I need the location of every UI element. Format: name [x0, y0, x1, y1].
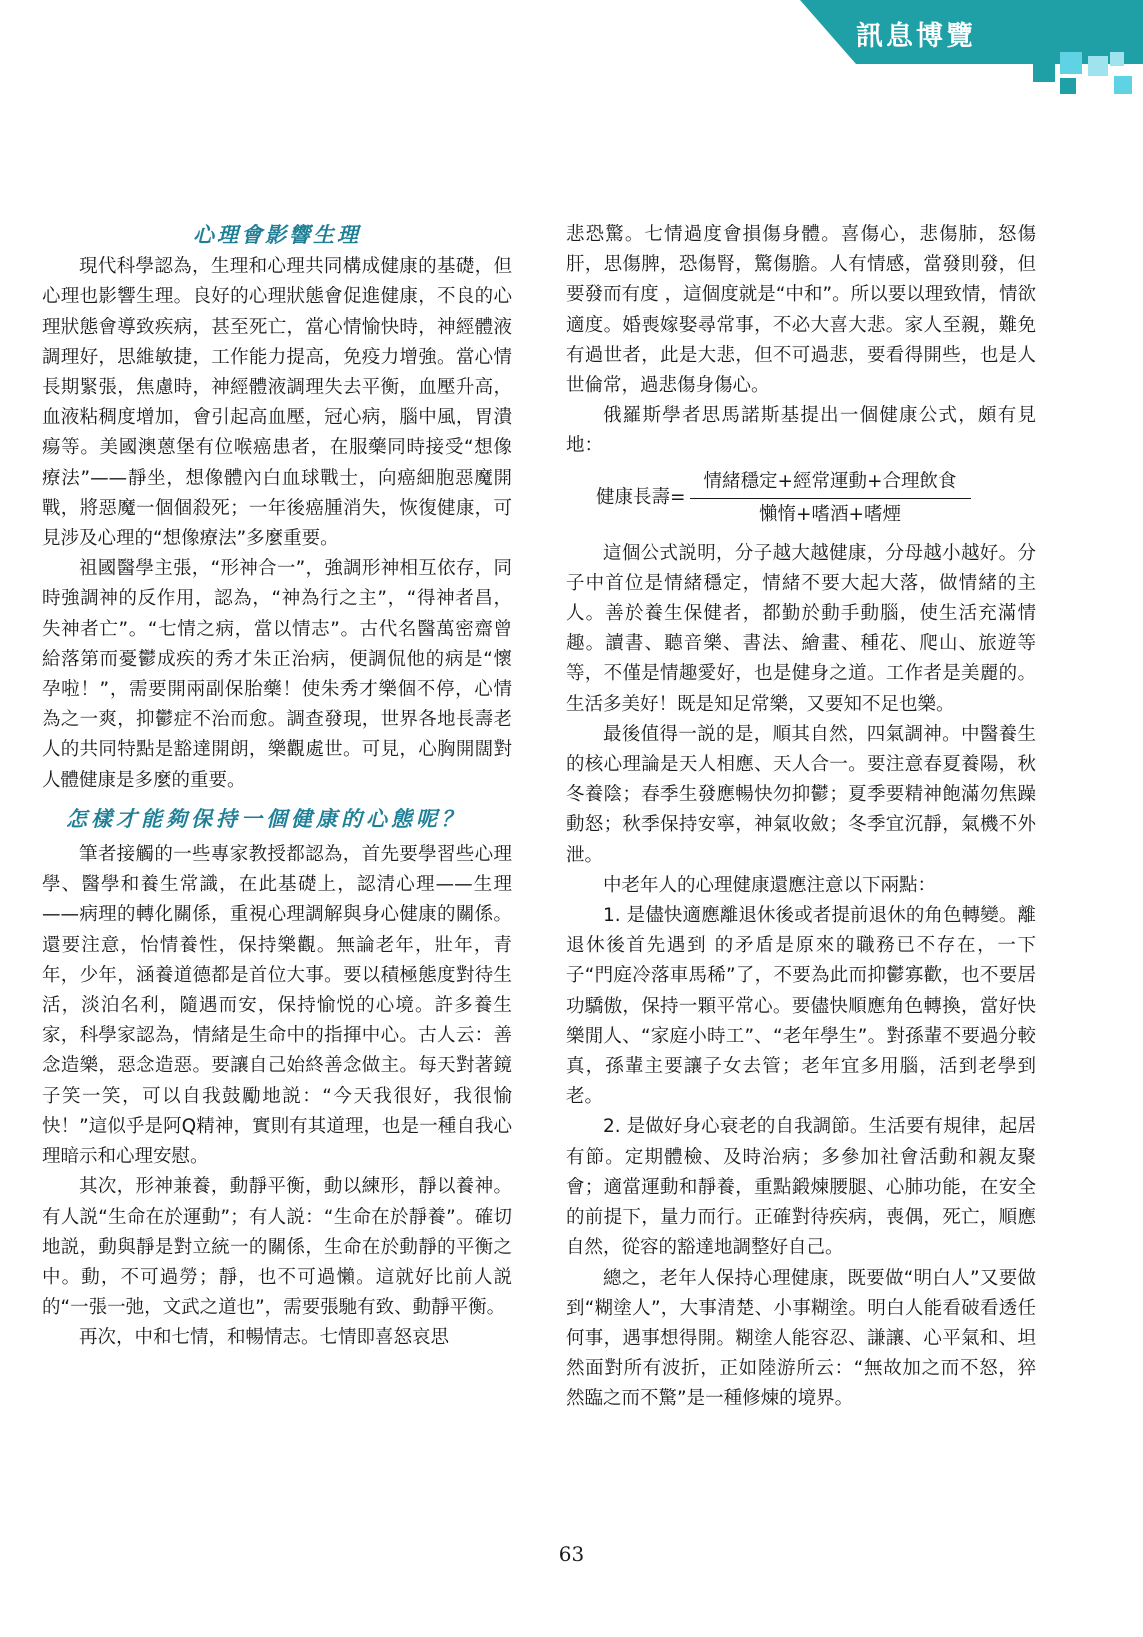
paragraph: 1. 是儘快適應離退休後或者提前退休的角色轉變。離退休後首先遇到 的矛盾是原來的職務已不存在，一下子“門庭冷落車馬稀”了，不要為此而抑鬱寡歡，也不要居功驕傲，保持一顆平常心。要儘快順應角色轉換，當好快樂閒人、“家庭小時工”、“老年學生”。對孫輩不要過分較真，孫輩主要讓子女去管；老年宜多用腦，活到老學到老。: [566, 905, 1036, 1108]
deco-square-1: [1033, 60, 1055, 82]
deco-square-2: [1060, 52, 1082, 74]
deco-square-4: [1088, 56, 1108, 76]
paragraph: 筆者接觸的一些專家教授都認為，首先要學習些心理學、醫學和養生常識，在此基礎上，認清心理——生理——病理的轉化關係，重視心理調解與身心健康的關係。還要注意，怡情養性，保持樂觀。無論老年，壯年，青年，少年，涵養道德都是首位大事。要以積極態度對待生活，淡泊名利，隨遇而安，保持愉悦的心境。許多養生家，科學家認為，情緒是生命中的指揮中心。古人云：善念造樂，惡念造惡。要讓自己始終善念做主。每天對著鏡子笑一笑，可以自我鼓勵地説：“今天我很好，我很愉快！”這似乎是阿Q精神，實則有其道理，也是一種自我心理暗示和心理安慰。: [42, 844, 512, 1168]
deco-square-5: [1114, 76, 1132, 94]
paragraph: 中老年人的心理健康還應注意以下兩點：: [603, 874, 937, 896]
section-title: 訊息博覽: [856, 21, 976, 52]
paragraph: 這個公式説明，分子越大越健康，分母越小越好。分子中首位是情緒穩定，情緒不要大起大落，做情緒的主人。善於養生保健者，都勤於動手動腦，使生活充滿情趣。讀書、聽音樂、書法、繪畫、種花、爬山、旅遊等等，不僅是情趣愛好，也是健身之道。工作者是美麗的。生活多美好！既是知足常樂，又要知不足也樂。: [566, 542, 1036, 715]
paragraph: 悲恐驚。七情過度會損傷身體。喜傷心，悲傷肺，怒傷肝，思傷脾，恐傷腎，驚傷膽。人有情感，當發則發，但要發而有度 ，這個度就是“中和”。所以要以理致情，情欲適度。婚喪嫁娶尋常事，不必大喜大悲。家人至親，難免有過世者，此是大悲，但不可過悲，要看得開些，也是人世倫常，過悲傷身傷心。: [566, 224, 1036, 397]
paragraph: 祖國醫學主張，“形神合一”，強調形神相互依存，同時強調神的反作用，認為，“神為行之主”，“得神者昌，失神者亡”。“七情之病，當以情志”。古代名醫萬密齋曾給落第而憂鬱成疾的秀才朱正治病，便調侃他的病是“懷孕啦！”，需要開兩副保胎藥！使朱秀才樂個不停，心情為之一爽，抑鬱症不治而愈。調查發現，世界各地長壽老人的共同特點是豁達開朗，樂觀處世。可見，心胸開闊對人體健康是多麼的重要。: [42, 558, 512, 791]
health-formula: [596, 468, 1036, 529]
formula-numerator: 情緒穩定+經常運動+合理飲食: [690, 468, 971, 499]
paragraph: 再次，中和七情，和暢情志。七情即喜怒哀思: [79, 1327, 450, 1349]
heading-mind-affects-body: 心理會影響生理: [193, 222, 361, 247]
paragraph: 其次，形神兼養，動靜平衡，動以練形，靜以養神。有人説“生命在於運動”；有人説：“生命在於靜養”。確切地説，動與靜是對立統一的關係，生命在於動靜的平衡之中。動，不可過勞；靜，也不可過懶。這就好比前人説的“一張一弛，文武之道也”，需要張馳有致、動靜平衡。: [42, 1176, 512, 1319]
formula-denominator: 懶惰+嗜酒+嗜煙: [759, 503, 902, 525]
paragraph: 2. 是做好身心衰老的自我調節。生活要有規律，起居有節。定期體檢、及時治病；多參加社會活動和親友聚會；適當運動和靜養，重點鍛煉腰腿、心肺功能，在安全的前提下，量力而行。正確對待疾病，喪偶，死亡，順應自然，從容的豁達地調整好自己。: [566, 1116, 1036, 1259]
heading-healthy-mindset: 怎樣才能夠保持一個健康的心態呢？: [66, 805, 466, 831]
decorative-squares-icon: [1030, 48, 1143, 104]
formula-label: 健康長壽=: [596, 487, 686, 509]
paragraph: 俄羅斯學者思馬諾斯基提出一個健康公式，頗有見地：: [566, 405, 1036, 457]
deco-square-6: [1110, 52, 1124, 66]
paragraph: 現代科學認為，生理和心理共同構成健康的基礎，但心理也影響生理。良好的心理狀態會促進健康，不良的心理狀態會導致疾病，甚至死亡，當心情愉快時，神經體液調理好，思維敏捷，工作能力提高，免疫力增強。當心情長期緊張，焦慮時，神經體液調理失去平衡，血壓升高，血液粘稠度增加，會引起高血壓，冠心病，腦中風，胃潰瘍等。美國澳蒽堡有位喉癌患者，在服藥同時接受“想像療法”——靜坐，想像體內白血球戰士，向癌細胞惡魔開戰，將惡魔一個個殺死；一年後癌腫消失，恢復健康，可見涉及心理的“想像療法”多麼重要。: [42, 256, 512, 550]
page-number: 63: [558, 1542, 585, 1566]
paragraph: 總之，老年人保持心理健康，既要做“明白人”又要做到“糊塗人”，大事清楚、小事糊塗。明白人能看破看透任何事，遇事想得開。糊塗人能容忍、謙讓、心平氣和、坦然面對所有波折，正如陸游所云：“無故加之而不怒，猝然臨之而不驚”是一種修煉的境界。: [566, 1267, 1036, 1410]
deco-square-3: [1060, 78, 1076, 94]
paragraph: 最後值得一説的是，順其自然，四氣調神。中醫養生的核心理論是天人相應、天人合一。要注意春夏養陽，秋冬養陰；春季生發應暢快勿抑鬱；夏季要精神飽滿勿焦躁動怒；秋季保持安寧，神氣收斂；冬季宜沉靜，氣機不外泄。: [566, 723, 1036, 866]
formula-fraction: [690, 468, 971, 529]
right-column: [566, 220, 1036, 1415]
left-column: [42, 220, 512, 1354]
